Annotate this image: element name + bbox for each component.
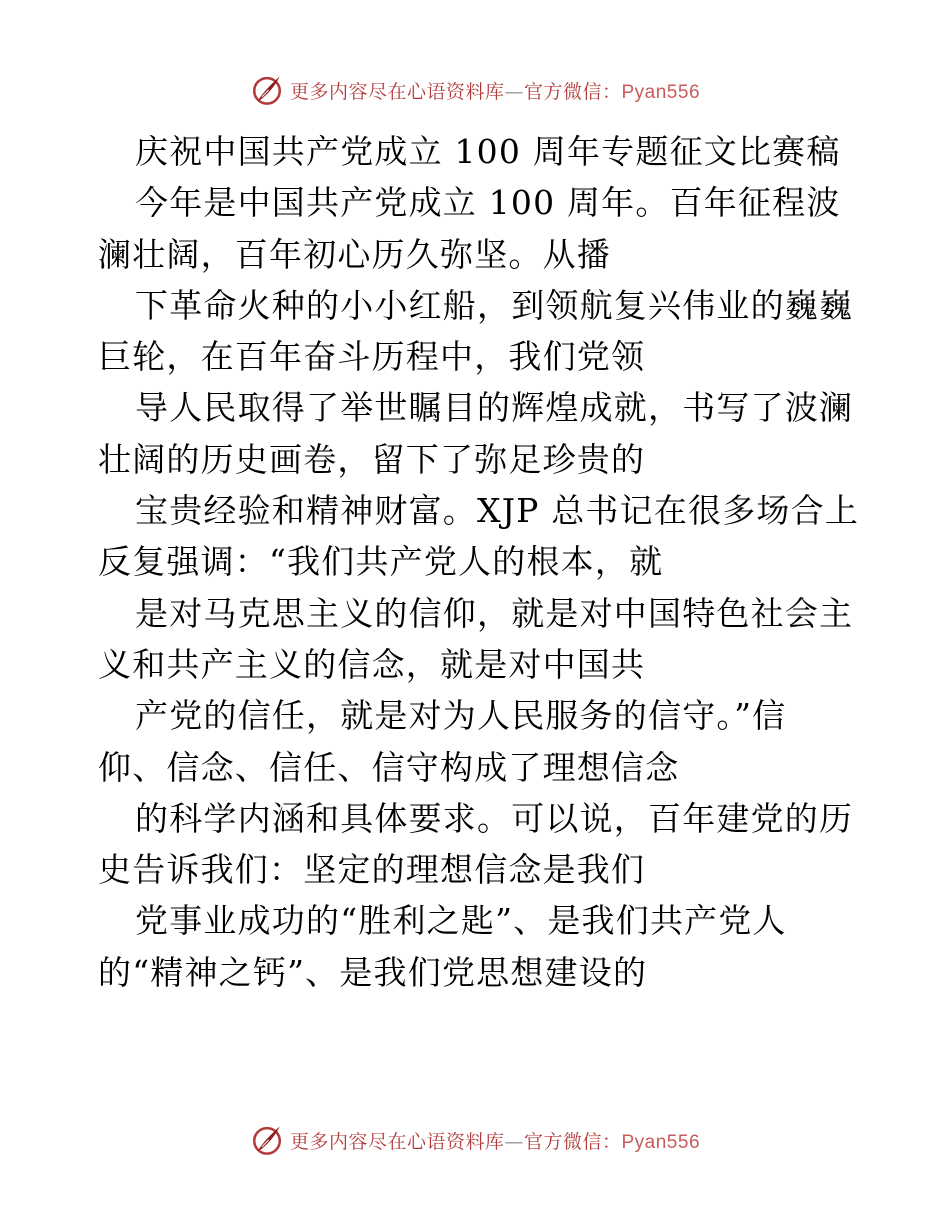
- watermark-wechat-label: 官方微信：: [523, 80, 622, 103]
- paragraph-line-3: 下革命火种的小小红船，到领航复兴伟业的巍巍: [135, 285, 854, 325]
- watermark-dash: —: [504, 80, 524, 103]
- paragraph-line-11: 产党的信任，就是对为人民服务的信守。”信: [135, 696, 787, 736]
- footer-watermark: [0, 1120, 950, 1160]
- watermark-wechat-label: 官方微信：: [523, 1130, 622, 1153]
- paragraph-line-9: 是对马克思主义的信仰，就是对中国特色社会主: [135, 593, 854, 633]
- paragraph-line-10: 义和共产主义的信念，就是对中国共: [98, 644, 646, 684]
- watermark-dash: —: [504, 1130, 524, 1153]
- header-watermark: [0, 70, 950, 110]
- paragraph-line-8: 反复强调：“我们共产党人的根本，就: [98, 542, 664, 582]
- watermark-text: [290, 77, 700, 104]
- watermark-wechat-id: Pyan556: [621, 81, 701, 103]
- paragraph-line-5: 导人民取得了举世瞩目的辉煌成就，书写了波澜: [135, 388, 854, 428]
- paragraph-line-13: 的科学内涵和具体要求。可以说，百年建党的历: [135, 798, 854, 838]
- paragraph-line-12: 仰、信念、信任、信守构成了理想信念: [98, 747, 680, 787]
- watermark-title: 更多内容尽在心语资料库: [289, 1130, 505, 1153]
- watermark-title: 更多内容尽在心语资料库: [289, 80, 505, 103]
- paragraph-line-16: 的“精神之钙”、是我们党思想建设的: [98, 952, 648, 992]
- paragraph-line-6: 壮阔的历史画卷，留下了弥足珍贵的: [98, 439, 646, 479]
- quill-pen-logo-icon: [250, 73, 284, 107]
- quill-pen-logo-icon: [250, 1123, 284, 1157]
- watermark-wechat-id: Pyan556: [621, 1131, 701, 1153]
- paragraph-line-4: 巨轮，在百年奋斗历程中，我们党领: [98, 337, 646, 377]
- paragraph-line-14: 史告诉我们：坚定的理想信念是我们: [98, 850, 646, 890]
- document-title: 庆祝中国共产党成立 100 周年专题征文比赛稿: [135, 132, 841, 171]
- watermark-text: [290, 1127, 700, 1154]
- paragraph-line-7: 宝贵经验和精神财富。XJP 总书记在很多场合上: [135, 491, 860, 531]
- paragraph-line-2: 澜壮阔，百年初心历久弥坚。从播: [98, 234, 611, 274]
- document-body: [98, 126, 858, 998]
- paragraph-line-1: 今年是中国共产党成立 100 周年。百年征程波: [135, 183, 841, 223]
- paragraph-line-15: 党事业成功的“胜利之匙”、是我们共产党人: [135, 901, 787, 941]
